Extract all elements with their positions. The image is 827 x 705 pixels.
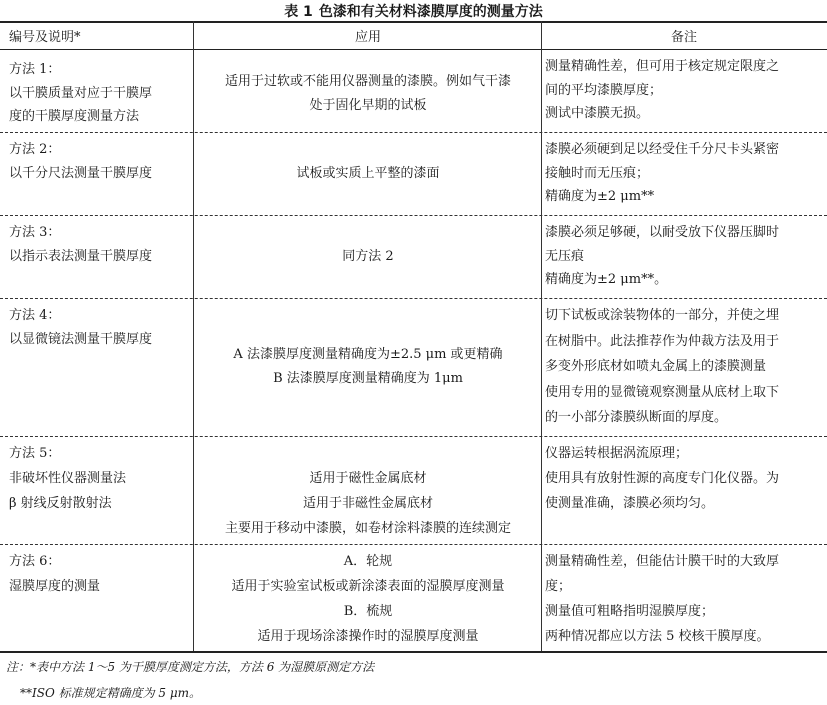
method-5-remarks	[545, 441, 823, 516]
application-line: A 法漆膜厚度测量精确度为±2.5 μm 或更精确	[233, 347, 503, 362]
method-1-desc	[9, 58, 194, 129]
application-line: 处于固化早期的试板	[309, 97, 427, 113]
application-line: B 法漆膜厚度测量精确度为 1μm	[273, 370, 463, 386]
row-separator	[0, 544, 827, 545]
remark-line: 的一小部分漆膜纵断面的厚度。	[545, 410, 728, 425]
remark-line: 测量精确性差，但能估计膜干时的大致厚	[545, 554, 780, 569]
remark-line: 精确度为±2 μm**	[545, 189, 655, 204]
remark-line: 仪器运转根据涡流原理；	[545, 446, 689, 461]
remark-line: 漆膜必须硬到足以经受住千分尺卡头紧密	[545, 142, 780, 157]
desc-line: 方法 1：	[9, 62, 61, 77]
application-line: 适用于实验室试板或新涂漆表面的湿膜厚度测量	[231, 579, 505, 594]
desc-line: 度的干膜厚度测量方法	[9, 109, 140, 124]
remark-line: 测量值可粗略指明湿膜厚度；	[545, 604, 715, 619]
desc-line: 方法 5：	[9, 446, 61, 461]
desc-line: 以干膜质量对应于干膜厚	[9, 85, 153, 101]
desc-line: 方法 6：	[9, 554, 61, 569]
remark-line: 使用专用的显微镜观察测量从底材上取下	[545, 384, 780, 400]
top-rule	[0, 21, 827, 23]
method-6-remarks	[545, 549, 823, 649]
header-application: 应用	[354, 30, 381, 45]
application-line: 适用于非磁性金属底材	[302, 496, 433, 511]
remark-line: 接触时而无压痕；	[545, 165, 650, 181]
method-1-remarks	[545, 55, 823, 126]
method-2-desc	[9, 138, 194, 185]
header-remarks: 备注	[670, 30, 697, 45]
method-1-application	[196, 70, 540, 117]
method-2-remarks	[545, 138, 823, 209]
remark-line: 在树脂中。此法推荐作为仲裁方法及用于	[545, 333, 780, 349]
application-line: 试板或实质上平整的漆面	[296, 166, 440, 181]
method-5-desc	[9, 441, 194, 516]
footnote: **ISO 标准规定精确度为 5 μm。	[20, 686, 202, 700]
remark-line: 多变外形底材如喷丸金属上的漆膜测量	[545, 359, 767, 374]
remark-line: 度；	[545, 579, 572, 594]
remark-line: 两种情况都应以方法 5 校核干膜厚度。	[545, 629, 770, 644]
table-title	[0, 1, 827, 21]
desc-line: β 射线反射散射法	[9, 496, 112, 511]
desc-line: 以千分尺法测量干膜厚度	[9, 165, 153, 181]
remark-line: 无压痕	[545, 248, 585, 264]
remark-line: 间的平均漆膜厚度；	[545, 82, 663, 98]
header-number-desc: 编号及说明*	[9, 30, 81, 45]
application-line: 同方法 2	[342, 249, 394, 264]
desc-line: 以显微镜法测量干膜厚度	[9, 331, 153, 347]
table-number: 表 1	[284, 4, 313, 20]
row-separator	[0, 298, 827, 299]
method-6-desc	[9, 549, 194, 599]
method-4-application	[196, 343, 540, 390]
method-3-application	[196, 245, 540, 269]
desc-line: 方法 2：	[9, 142, 61, 157]
desc-line: 方法 3：	[9, 225, 61, 240]
desc-line: 非破坏性仪器测量法	[9, 471, 127, 486]
bottom-rule	[0, 651, 827, 653]
application-line: 适用于现场涂漆操作时的湿膜厚度测量	[257, 629, 479, 644]
method-2-application	[196, 162, 540, 186]
remark-line: 使用具有放射性源的高度专门化仪器。为	[545, 471, 780, 486]
method-3-remarks	[545, 221, 823, 292]
table-title-text: 色漆和有关材料漆膜厚度的测量方法	[318, 4, 543, 20]
method-6-application	[196, 549, 540, 649]
desc-line: 以指示表法测量干膜厚度	[9, 248, 153, 264]
row-separator	[0, 132, 827, 133]
remark-line: 测量精确性差，但可用于核定规定限度之	[545, 59, 780, 74]
remark-line: 漆膜必须足够硬，以耐受放下仪器压脚时	[545, 225, 780, 240]
remark-line: 切下试板或涂装物体的一部分，并使之埋	[545, 308, 780, 323]
remark-line: 使测量准确，漆膜必须均匀。	[545, 496, 715, 511]
desc-line: 湿膜厚度的测量	[9, 579, 101, 594]
row-separator	[0, 215, 827, 216]
method-3-desc	[9, 221, 194, 268]
footnote: 注：*表中方法 1～5 为干膜厚度测定方法，方法 6 为湿膜原测定方法	[6, 660, 375, 674]
application-line: 适用于过软或不能用仪器测量的漆膜。例如气干漆	[224, 74, 511, 89]
desc-line: 方法 4：	[9, 308, 61, 323]
remark-line: 精确度为±2 μm**。	[545, 272, 668, 287]
method-4-remarks	[545, 303, 823, 431]
row-separator	[0, 436, 827, 437]
application-line: 适用于磁性金属底材	[309, 471, 427, 486]
method-5-application	[196, 466, 540, 541]
column-divider	[541, 21, 542, 651]
application-line: A．轮规	[343, 554, 393, 569]
application-line: B．梳规	[343, 604, 393, 619]
application-line: 主要用于移动中漆膜，如卷材涂料漆膜的连续测定	[224, 521, 511, 536]
method-4-desc	[9, 304, 194, 351]
remark-line: 测试中漆膜无损。	[545, 106, 650, 121]
